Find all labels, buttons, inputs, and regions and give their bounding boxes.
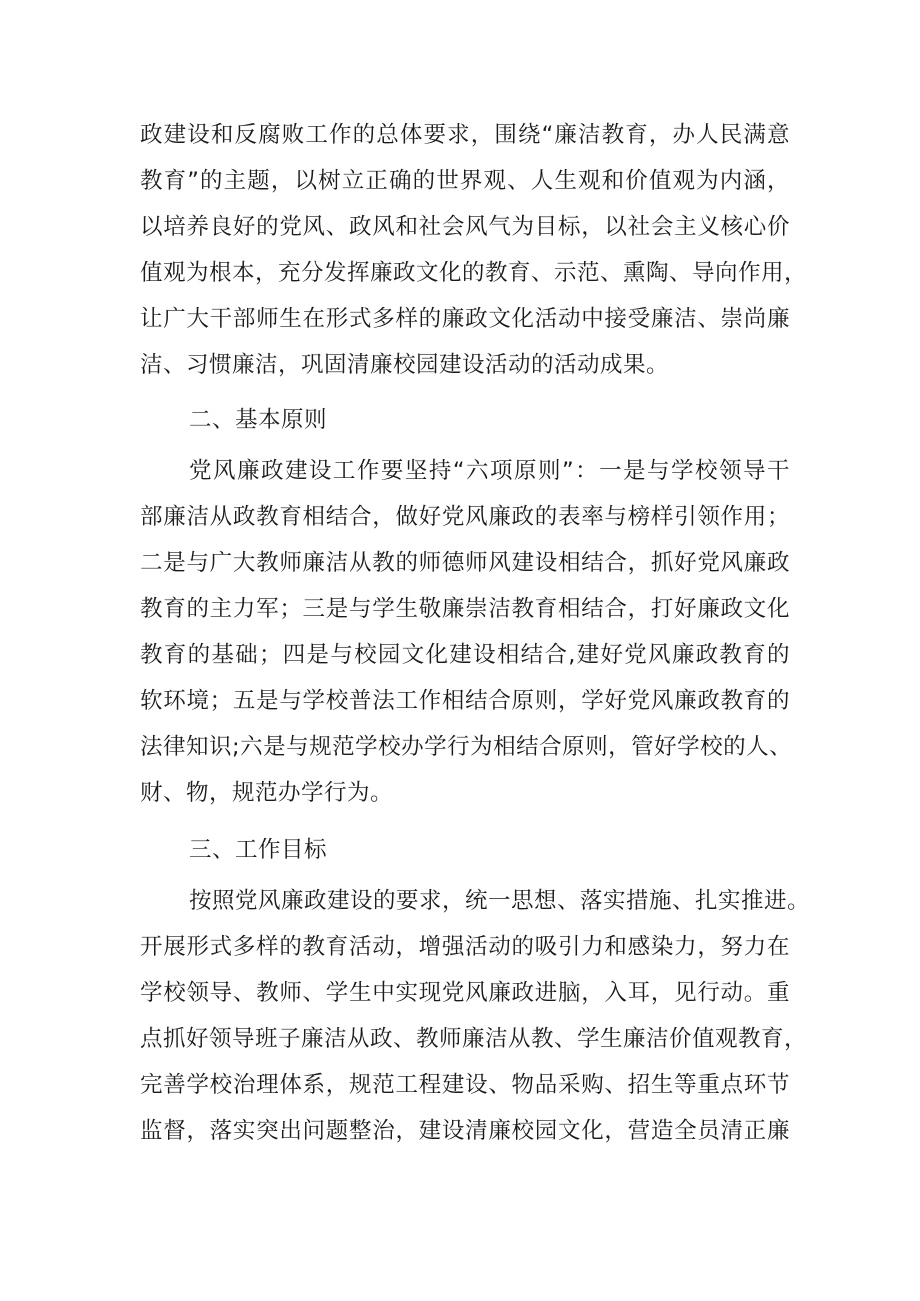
section-heading-goals: 三、工作目标 xyxy=(189,837,328,863)
paragraph-principles-line-4: 教育的主力军；三是与学生敬廉崇洁教育相结合，打好廉政文化 xyxy=(140,596,790,622)
paragraph-intro-line-2: 教育”的主题，以树立正确的世界观、人生观和价值观为内涵， xyxy=(140,168,790,194)
paragraph-goals-line-5: 完善学校治理体系，规范工程建设、物品采购、招生等重点环节 xyxy=(140,1072,790,1098)
paragraph-goals-line-2: 开展形式多样的教育活动，增强活动的吸引力和感染力，努力在 xyxy=(140,934,790,960)
paragraph-goals-line-6: 监督，落实突出问题整治，建设清廉校园文化，营造全员清正廉 xyxy=(140,1118,790,1144)
paragraph-intro-line-6: 洁、习惯廉洁，巩固清廉校园建设活动的活动成果。 xyxy=(140,352,670,378)
paragraph-principles-line-7: 法律知识;六是与规范学校办学行为相结合原则，管好学校的人、 xyxy=(140,734,793,760)
paragraph-intro-line-4: 值观为根本，充分发挥廉政文化的教育、示范、熏陶、导向作用， xyxy=(140,260,808,286)
paragraph-principles-line-5: 教育的基础；四是与校园文化建设相结合,建好党风廉政教育的 xyxy=(140,642,790,668)
paragraph-goals-line-1: 按照党风廉政建设的要求，统一思想、落实措施、扎实推进。 xyxy=(189,888,811,914)
section-heading-principles: 二、基本原则 xyxy=(189,407,328,433)
paragraph-goals-line-3: 学校领导、教师、学生中实现党风廉政进脑，入耳，见行动。重 xyxy=(140,980,790,1006)
paragraph-intro-line-3: 以培养良好的党风、政风和社会风气为目标，以社会主义核心价 xyxy=(140,214,790,240)
paragraph-principles-line-1: 党风廉政建设工作要坚持“六项原则”：一是与学校领导干 xyxy=(189,458,790,484)
paragraph-principles-line-3: 二是与广大教师廉洁从教的师德师风建设相结合，抓好党风廉政 xyxy=(140,550,790,576)
paragraph-intro-line-1: 政建设和反腐败工作的总体要求，围绕“廉洁教育，办人民满意 xyxy=(140,122,790,148)
paragraph-goals-line-4: 点抓好领导班子廉洁从政、教师廉洁从教、学生廉洁价值观教育， xyxy=(140,1026,808,1052)
paragraph-principles-line-8: 财、物，规范办学行为。 xyxy=(140,780,394,806)
paragraph-principles-line-2: 部廉洁从政教育相结合，做好党风廉政的表率与榜样引领作用； xyxy=(140,504,790,530)
paragraph-principles-line-6: 软环境；五是与学校普法工作相结合原则，学好党风廉政教育的 xyxy=(140,688,790,714)
paragraph-intro-line-5: 让广大干部师生在形式多样的廉政文化活动中接受廉洁、崇尚廉 xyxy=(140,306,790,332)
